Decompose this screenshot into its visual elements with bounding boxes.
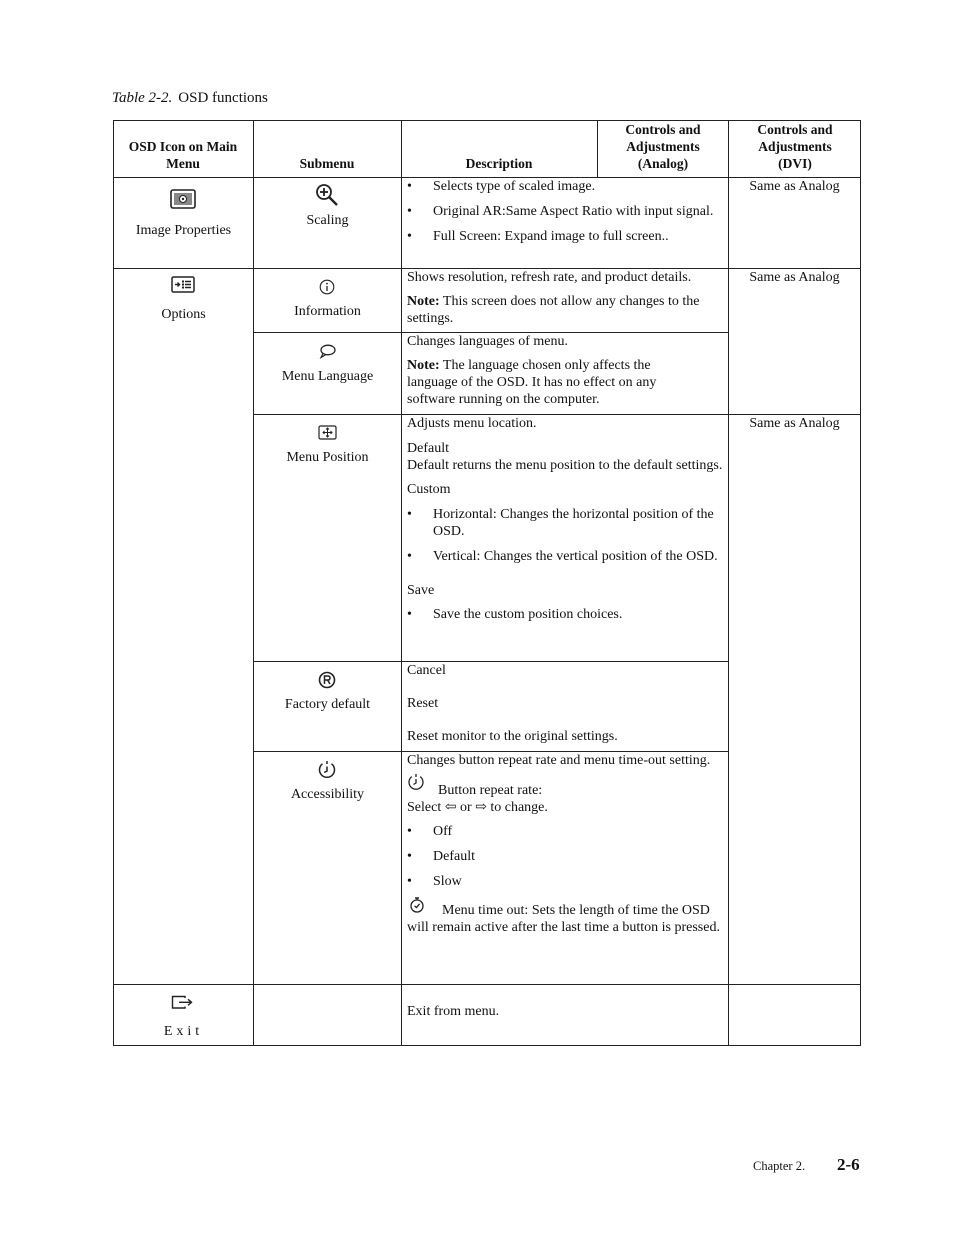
select-pre: Select: [407, 800, 442, 815]
right-arrow-icon: ⇨: [475, 800, 487, 815]
accessibility-timer-icon: [318, 760, 336, 779]
note-label: Note:: [407, 358, 440, 373]
info-icon: [319, 279, 335, 295]
accessibility-label: Accessibility: [290, 787, 365, 802]
header-controls-analog: Controls and Adjustments (Analog): [625, 122, 701, 171]
header-submenu: Submenu: [299, 156, 355, 171]
magnifier-plus-icon: [315, 183, 339, 207]
select-mid: or: [459, 800, 472, 815]
exit-description: Exit from menu.: [407, 1004, 500, 1019]
menu-position-description: [407, 415, 723, 631]
note-label: Note:: [407, 294, 440, 309]
note-text: This screen does not allow any changes to the settings.: [407, 294, 700, 326]
menu-position-dvi: Same as Analog: [749, 416, 840, 431]
list-item: • Save the custom position choices.: [407, 606, 723, 623]
list-item: • Slow: [407, 873, 725, 890]
list-item: • Horizontal: Changes the horizontal position of the OSD.: [407, 506, 723, 540]
stopwatch-icon: [409, 896, 425, 913]
reset-option: Reset: [407, 696, 439, 711]
header-osd-icon: OSD Icon on Main Menu: [128, 139, 238, 171]
factory-default-description: [407, 662, 723, 745]
image-properties-label: Image Properties: [135, 223, 232, 238]
header-controls-dvi: Controls and Adjustments (DVI): [757, 122, 833, 171]
list-item: • Full Screen: Expand image to full screen..: [407, 228, 723, 245]
save-title: Save: [407, 583, 435, 598]
menu-language-description: [407, 333, 697, 415]
list-item: • Default: [407, 848, 725, 865]
select-post: to change.: [490, 800, 548, 815]
page-number: 2-6: [837, 1155, 860, 1174]
menu-language-label: Menu Language: [281, 369, 374, 384]
table-caption-title: OSD functions: [178, 90, 268, 106]
menu-position-icon: [318, 425, 337, 441]
image-properties-icon: [170, 189, 196, 210]
information-text: Shows resolution, refresh rate, and product details.: [407, 270, 692, 285]
options-label: Options: [161, 307, 206, 322]
image-properties-dvi: Same as Analog: [749, 179, 840, 194]
exit-icon: [171, 995, 194, 1011]
factory-default-label: Factory default: [284, 697, 371, 712]
footer-chapter: Chapter 2.: [753, 1159, 806, 1173]
left-arrow-icon: ⇦: [444, 800, 457, 815]
menu-position-label: Menu Position: [286, 450, 369, 465]
exit-label: Exit: [163, 1024, 204, 1039]
speech-bubble-icon: [319, 344, 336, 359]
accessibility-text: Changes button repeat rate and menu time-out setting.: [407, 753, 711, 768]
reset-text: Reset monitor to the original settings.: [407, 729, 618, 744]
list-item: • Original AR:Same Aspect Ratio with input signal.: [407, 203, 723, 220]
reset-r-icon: [318, 671, 336, 689]
options-dvi: Same as Analog: [749, 270, 840, 285]
information-description: [407, 269, 725, 334]
scaling-label: Scaling: [306, 213, 349, 228]
list-item: • Off: [407, 823, 725, 840]
default-title: Default: [407, 441, 449, 456]
menu-language-text: Changes languages of menu.: [407, 334, 568, 349]
information-label: Information: [294, 304, 361, 319]
list-item: • Vertical: Changes the vertical position of the OSD.: [407, 548, 723, 565]
accessibility-description: [407, 752, 725, 936]
note-text: The language chosen only affects the language of the OSD. It has no effect on any software running on the computer.: [407, 358, 657, 407]
repeat-label: Button repeat rate:: [438, 783, 543, 798]
list-item: • Selects type of scaled image.: [407, 178, 723, 195]
cancel-option: Cancel: [407, 663, 446, 678]
header-description: Description: [465, 156, 533, 171]
repeat-timer-icon: [407, 773, 425, 791]
custom-title: Custom: [407, 482, 451, 497]
options-list-icon: [171, 276, 195, 294]
menu-position-text: Adjusts menu location.: [407, 416, 537, 431]
table-caption-label: Table 2-2.: [112, 90, 173, 106]
default-text: Default returns the menu position to the default settings.: [407, 458, 723, 473]
image-properties-description: [407, 178, 723, 253]
table-caption: [112, 90, 268, 107]
timeout-text: Menu time out: Sets the length of time the OSD will remain active after the last time a button is pressed.: [407, 903, 720, 935]
